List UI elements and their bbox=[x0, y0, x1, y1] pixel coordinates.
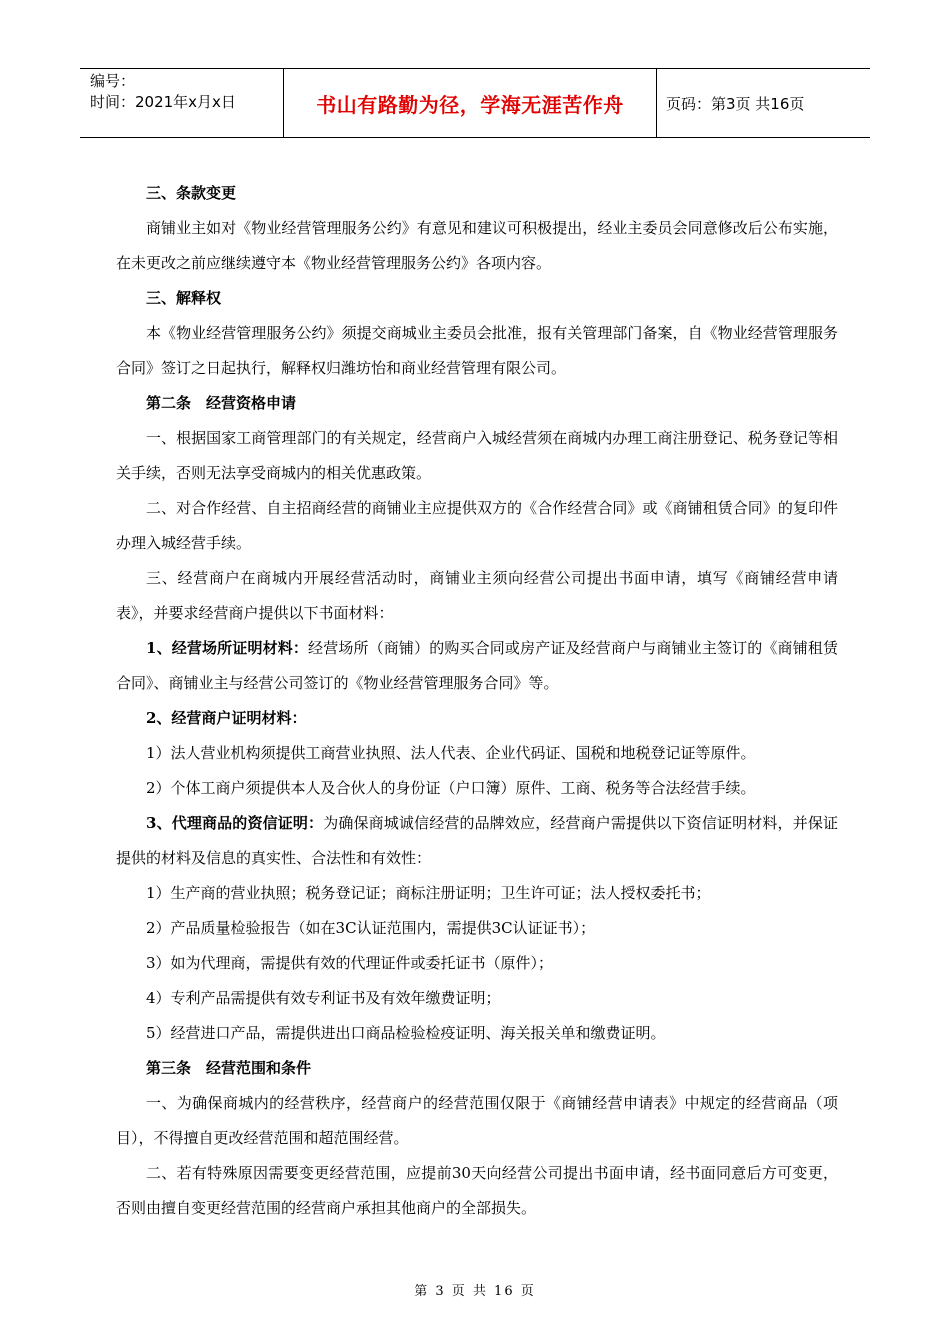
paragraph bbox=[116, 806, 838, 876]
paragraph-text: 经营场所（商铺）的购买合同或房产证及经营商户与商铺业主签订的《商铺租赁合同》、商铺业主与经营公司签订的《物业经营管理服务合同》等。 bbox=[116, 639, 838, 692]
list-item: 1）生产商的营业执照；税务登记证；商标注册证明；卫生许可证；法人授权委托书； bbox=[146, 884, 711, 902]
list-item: 4）专利产品需提供有效专利证书及有效年缴费证明； bbox=[146, 989, 501, 1007]
paragraph-text: 为确保商城诚信经营的品牌效应，经营商户需提供以下资信证明材料，并保证提供的材料及信息的真实性、合法性和有效性： bbox=[116, 814, 838, 867]
article-heading-3: 第三条 经营范围和条件 bbox=[146, 1059, 312, 1077]
page-header bbox=[80, 68, 870, 138]
paragraph: 本《物业经营管理服务公约》须提交商城业主委员会批准，报有关管理部门备案，自《物业经营管理服务合同》签订之日起执行，解释权归潍坊怡和商业经营管理有限公司。 bbox=[116, 324, 838, 377]
header-meta bbox=[80, 69, 283, 137]
header-slogan: 书山有路勤为径，学海无涯苦作舟 bbox=[283, 69, 657, 137]
paragraph: 二、若有特殊原因需要变更经营范围，应提前30天向经营公司提出书面申请，经书面同意后方可变更，否则由擅自变更经营范围的经营商户承担其他商户的全部损失。 bbox=[116, 1164, 838, 1217]
document-time-label: 时间：2021年x月x日 bbox=[90, 93, 236, 111]
article-heading-2: 第二条 经营资格申请 bbox=[146, 394, 297, 412]
paragraph: 二、对合作经营、自主招商经营的商铺业主应提供双方的《合作经营合同》或《商铺租赁合同》的复印件办理入城经营手续。 bbox=[116, 499, 838, 552]
paragraph: 一、为确保商城内的经营秩序，经营商户的经营范围仅限于《商铺经营申请表》中规定的经营商品（项目），不得擅自更改经营范围和超范围经营。 bbox=[116, 1094, 838, 1147]
section-heading-terms-change: 三、条款变更 bbox=[146, 184, 237, 202]
paragraph: 一、根据国家工商管理部门的有关规定，经营商户入城经营须在商城内办理工商注册登记、税务登记等相关手续，否则无法享受商城内的相关优惠政策。 bbox=[116, 429, 838, 482]
document-body bbox=[116, 176, 838, 1226]
list-item: 5）经营进口产品，需提供进出口商品检验检疫证明、海关报关单和缴费证明。 bbox=[146, 1024, 666, 1042]
paragraph-lead: 1、经营场所证明材料： bbox=[146, 639, 309, 657]
paragraph: 三、经营商户在商城内开展经营活动时，商铺业主须向经营公司提出书面申请，填写《商铺经营申请表》，并要求经营商户提供以下书面材料： bbox=[116, 569, 838, 622]
document-number-label: 编号： bbox=[90, 72, 136, 90]
list-item: 2）个体工商户须提供本人及合伙人的身份证（户口簿）原件、工商、税务等合法经营手续。 bbox=[146, 779, 756, 797]
paragraph bbox=[116, 631, 838, 701]
list-item: 3）如为代理商，需提供有效的代理证件或委托证书（原件）； bbox=[146, 954, 554, 972]
subheading-merchant-proof: 2、经营商户证明材料： bbox=[146, 709, 307, 727]
header-page-number: 页码：第3页 共16页 bbox=[666, 94, 805, 113]
section-heading-interpretation: 三、解释权 bbox=[146, 289, 222, 307]
paragraph-lead: 3、代理商品的资信证明： bbox=[146, 814, 324, 832]
paragraph: 商铺业主如对《物业经营管理服务公约》有意见和建议可积极提出，经业主委员会同意修改后公布实施，在未更改之前应继续遵守本《物业经营管理服务公约》各项内容。 bbox=[116, 219, 838, 272]
list-item: 1）法人营业机构须提供工商营业执照、法人代表、企业代码证、国税和地税登记证等原件。 bbox=[146, 744, 756, 762]
page-footer: 第 3 页 共 16 页 bbox=[414, 1284, 536, 1299]
list-item: 2）产品质量检验报告（如在3C认证范围内，需提供3C认证证书）； bbox=[146, 919, 596, 937]
